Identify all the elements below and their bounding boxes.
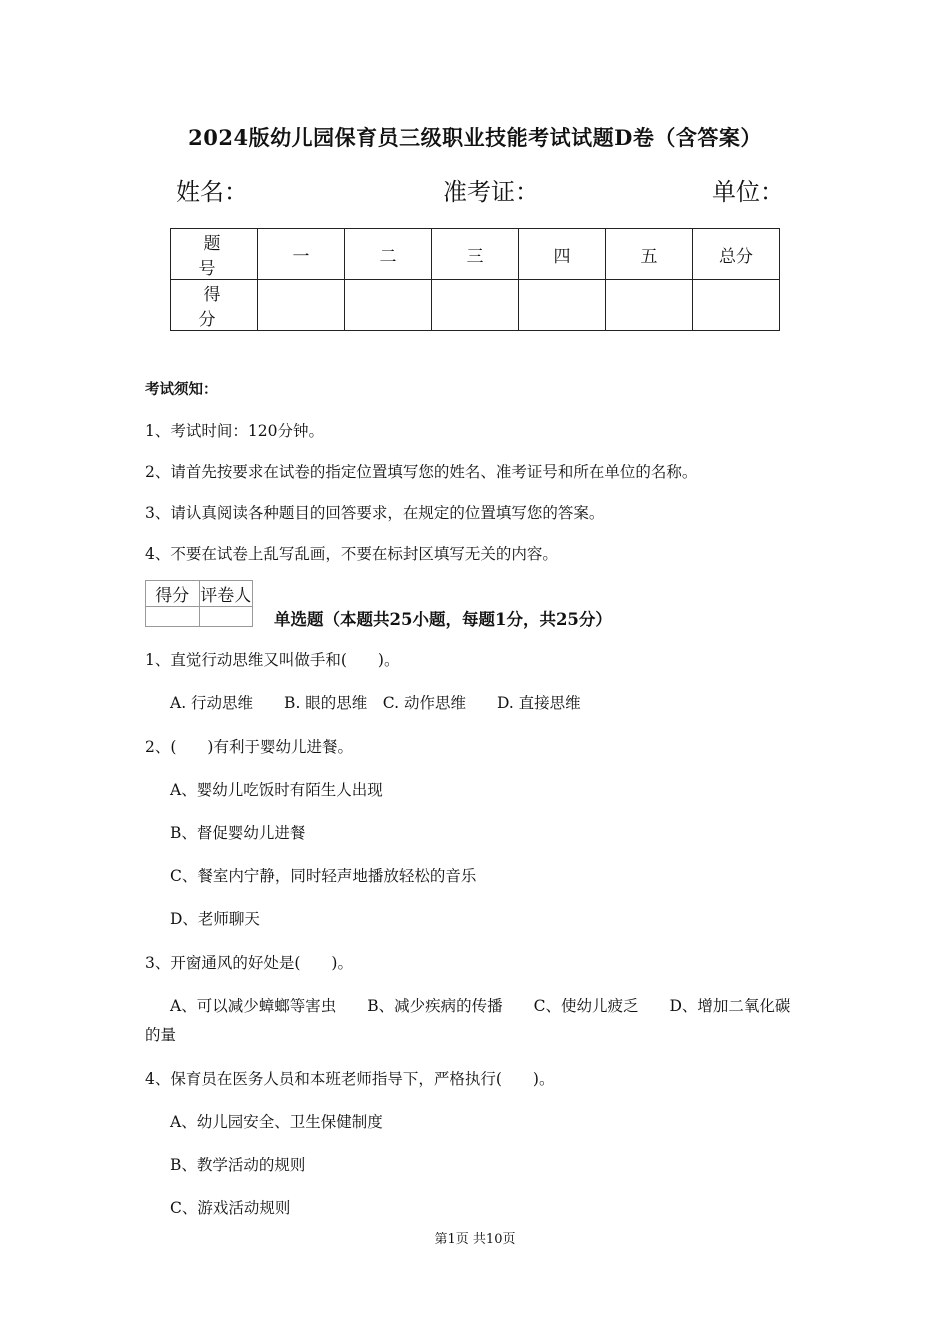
score-table-header-row — [171, 229, 780, 280]
section-1-header: 一 — [258, 229, 345, 280]
score-cell-4[interactable] — [519, 280, 606, 331]
notice-item-4: 4、不要在试卷上乱写乱画，不要在标封区填写无关的内容。 — [145, 545, 558, 563]
name-field-label: 姓名： — [176, 178, 248, 206]
grader-name-label: 评卷人 — [199, 581, 253, 607]
notice-item-3: 3、请认真阅读各种题目的回答要求，在规定的位置填写您的答案。 — [145, 504, 605, 522]
notice-heading: 考试须知： — [145, 381, 218, 398]
notice-item-1: 1、考试时间：120分钟。 — [145, 422, 324, 440]
grader-score-cell[interactable] — [146, 607, 200, 627]
score-cell-total[interactable] — [693, 280, 780, 331]
question-4-option-b: B、教学活动的规则 — [170, 1156, 306, 1174]
section-5-header: 五 — [606, 229, 693, 280]
score-cell-1[interactable] — [258, 280, 345, 331]
page-footer: 第1页 共10页 — [434, 1232, 516, 1247]
question-2-option-c: C、餐室内宁静，同时轻声地播放轻松的音乐 — [170, 867, 477, 885]
question-3-options-wrap: 的量 — [145, 1026, 177, 1044]
section-title: 单选题（本题共25小题，每题1分，共25分） — [274, 610, 612, 629]
score-cell-3[interactable] — [432, 280, 519, 331]
score-table-score-row — [171, 280, 780, 331]
section-3-header: 三 — [432, 229, 519, 280]
notice-item-2: 2、请首先按要求在试卷的指定位置填写您的姓名、准考证号和所在单位的名称。 — [145, 463, 698, 481]
total-header: 总分 — [693, 229, 780, 280]
unit-field-label: 单位： — [712, 178, 784, 206]
question-1-stem: 1、直觉行动思维又叫做手和( )。 — [145, 651, 400, 669]
question-1-options: A. 行动思维 B. 眼的思维 C. 动作思维 D. 直接思维 — [170, 694, 581, 712]
document-title: 2024版幼儿园保育员三级职业技能考试试题D卷（含答案） — [188, 125, 762, 150]
section-2-header: 二 — [345, 229, 432, 280]
score-cell-5[interactable] — [606, 280, 693, 331]
question-4-stem: 4、保育员在医务人员和本班老师指导下，严格执行( )。 — [145, 1070, 555, 1088]
question-2-stem: 2、( )有利于婴幼儿进餐。 — [145, 738, 353, 756]
question-3-options: A、可以减少蟑螂等害虫 B、减少疾病的传播 C、使幼儿疲乏 D、增加二氧化碳 — [170, 997, 791, 1015]
question-3-stem: 3、开窗通风的好处是( )。 — [145, 954, 353, 972]
score-table — [170, 228, 780, 331]
exam-id-field-label: 准考证： — [443, 178, 539, 206]
section-4-header: 四 — [519, 229, 606, 280]
question-2-option-a: A、婴幼儿吃饭时有陌生人出现 — [170, 781, 383, 799]
question-2-option-b: B、督促婴幼儿进餐 — [170, 824, 306, 842]
grader-box — [145, 580, 253, 627]
question-2-option-d: D、老师聊天 — [170, 910, 260, 928]
grader-score-label: 得分 — [146, 581, 200, 607]
question-number-label: 题 号 — [171, 229, 258, 280]
score-cell-2[interactable] — [345, 280, 432, 331]
question-4-option-a: A、幼儿园安全、卫生保健制度 — [170, 1113, 383, 1131]
question-4-option-c: C、游戏活动规则 — [170, 1199, 291, 1217]
score-label: 得 分 — [171, 280, 258, 331]
grader-name-cell[interactable] — [199, 607, 253, 627]
